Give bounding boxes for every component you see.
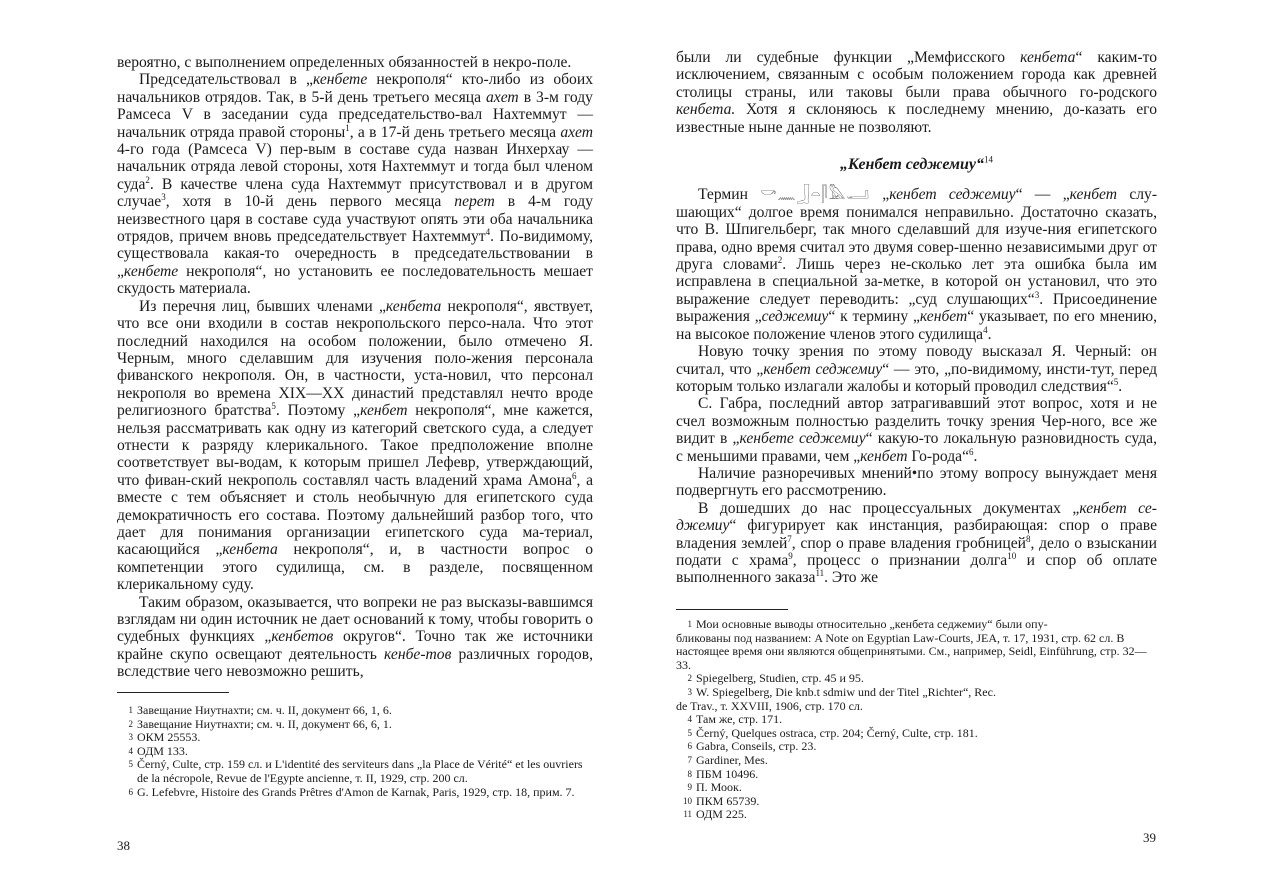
footnote: 3 W. Spiegelberg, Die knb.t sdmiw und der Titel „Richter“, Rec. — [676, 686, 1157, 700]
right-body-text — [676, 49, 1157, 587]
footnote: 8 ПБМ 10496. — [676, 768, 1157, 782]
right-page — [631, 0, 1263, 893]
paragraph: Из перечня лиц, бывших членами „кенбета некрополя“, явствует, что все они входили в состав некропольского персо-нала. Что этот последний находился на особом положении, было отмечено Я. Черным, много сделавшим для изучения поло-жения персонала фиванского некрополя. Он, в частности, уста-новил, что персонал некрополя во времена XIX—XX династий представлял нечто вроде религиозного братства$^5$. Поэтому „кенбет некрополя“, мне кажется, нельзя рассматривать как одну из категорий светского суда, а следует отнести к разряду клерикального. Такое предположение вполне соответствует вы-водам, к которым пришел Лефевр, утверждающий, что фиван-ский некрополь составлял часть владений храма Амона$^6$, а вместе с тем объясняет и столь необычную для египетского суда демократичность его состава. Поэтому дальнейший разбор того, что дает для понимания организации египетского суда ма-териал, касающийся „кенбета некрополя“, и, в частности вопрос о компетенции этого судилища, см. в разделе, посвященном клерикальному суду. — [117, 297, 594, 594]
footnote-ref: 9 — [788, 550, 793, 561]
footnote-number: 5 — [128, 759, 133, 770]
footnote-ref: 3 — [161, 192, 166, 203]
italic-term: кенбе-тов — [384, 645, 452, 663]
footnote: 5 Černý, Quelques ostraca, стр. 204; Černý, Culte, стр. 181. — [676, 727, 1157, 741]
footnote-number: 9 — [687, 782, 692, 793]
left-footnotes — [117, 704, 593, 799]
italic-term: кенбет — [919, 308, 968, 326]
footnote-number: 3 — [128, 732, 133, 743]
italic-term: ахет — [486, 88, 519, 106]
footnote-ref: 10 — [1007, 550, 1017, 561]
footnote-rule — [117, 692, 229, 693]
footnote-ref: 11 — [815, 568, 825, 579]
footnote: 6 G. Lefebvre, Histoire des Grands Prêtres d'Amon de Karnak, Paris, 1929, стр. 18, прим. 7. — [117, 786, 593, 800]
footnote: 3 ОКМ 25553. — [117, 731, 593, 745]
paragraph: вероятно, с выполнением определенных обязанностей в некро-поле. — [117, 54, 572, 71]
footnote: 1 Мои основные выводы относительно „кенбета седжемиу“ были опу- — [676, 618, 1157, 632]
footnote-ref: 14 — [983, 154, 993, 165]
footnote: 2 Завещание Ниутнахти; см. ч. II, документ 66, 6, 1. — [117, 718, 593, 732]
italic-term: кенбет — [1069, 186, 1118, 204]
footnote: 2 Spiegelberg, Studien, стр. 45 и 95. — [676, 672, 1157, 686]
footnote: 6 Gabra, Conseils, стр. 23. — [676, 740, 1157, 754]
paragraph: В дошедших до нас процессуальных документах „кенбет се-джемиу“ фигурирует как инстанция, разбирающая: спор о праве владения землей$^7$, спор о праве владения гробницей$^8$, дело о взыскании подати с храма$^9$, процесс о признании долга$^{10}$ и спор об оплате выполненного заказа$^{11}$. Это же — [676, 499, 1157, 587]
italic-term: кенбет седжемиу — [763, 360, 883, 378]
footnote-rule — [676, 609, 788, 610]
footnote: de Trav., т. XXVIII, 1906, стр. 170 сл. — [676, 698, 863, 713]
italic-term: перет — [454, 193, 495, 211]
right-footnotes — [676, 618, 1157, 822]
footnote-ref: 5 — [271, 400, 276, 411]
footnote-number: 8 — [687, 768, 692, 779]
footnote: 5 Černý, Culte, стр. 159 сл. и L'identité des serviteurs dans „la Place de Vérité“ et les ouvriers de la nécropole, Revue de l'Egypte ancienne, т. II, 1929, стр. 200 сл. — [117, 758, 593, 785]
page-number: 38 — [117, 838, 130, 853]
footnote: 11 ОДМ 225. — [676, 808, 1157, 822]
footnote-number: 11 — [683, 809, 692, 820]
footnote-number: 10 — [683, 795, 692, 806]
italic-term: кенбете — [312, 71, 368, 89]
footnote: 1 Завещание Ниутнахти; см. ч. II, документ 66, 1, 6. — [117, 704, 593, 718]
paragraph: Термин 𓎡𓈖𓃀𓏏𓋴𓅓𓂝 „кенбет седжемиу“ — „кенбет слу-шающих“ долгое время понимался неправильно. Достаточно сказать, что В. Шпигельберг, так много сделавший для изуче-ния египетского права, одно время считал это двумя совер-шенно независимыми друг от друга словами$^2$. Лишь через не-сколько лет эта ошибка была им исправлена в специальной за-метке, в которой он установил, что это выражение следует переводить: „суд слушающих“$^3$. Присоединение выражения „седжемиу“ к термину „кенбет“ указывает, по его мнению, на высокое положение членов этого судилища$^4$. — [676, 185, 1158, 343]
footnote-number: 2 — [687, 673, 692, 684]
italic-term: кенбете — [123, 262, 179, 280]
italic-term: кенбета. — [676, 101, 736, 119]
italic-term: кенбета — [222, 541, 278, 559]
section-heading: „Кенбет седжемиу“$^{14}$ — [840, 154, 993, 174]
footnote-number: 1 — [128, 705, 133, 715]
italic-term: кенбете седжемиу — [739, 430, 866, 448]
footnote-ref: 4 — [983, 324, 988, 335]
footnote-number: 4 — [128, 745, 133, 756]
footnote: бликованы под названием: A Note on Egyptian Law-Courts, JEA, т. 17, 1931, стр. 62 сл. В настоящее время они являются общепринятыми. См., например, Seidl, Einführung, стр. 32—33. — [676, 630, 1147, 672]
italic-term: кенбета — [1020, 49, 1076, 66]
footnote-number: 3 — [687, 686, 692, 697]
left-page — [0, 0, 631, 893]
footnote-number: 1 — [687, 619, 692, 629]
footnote-number: 6 — [128, 786, 133, 797]
italic-term: кенбет седжемиу — [889, 186, 1016, 204]
italic-term: кенбета — [385, 297, 442, 315]
footnote-number: 7 — [687, 754, 692, 765]
italic-term: ахет — [560, 123, 594, 141]
footnote-ref: 6 — [572, 470, 577, 481]
footnote-number: 5 — [687, 727, 692, 738]
footnote-ref: 1 — [345, 122, 350, 133]
paragraph: С. Габра, последний автор затрагивавший этот вопрос, хотя и не счел возможным полностью разделить точку зрения Чер-ного, все же видит в „кенбете седжемиу“ какую-то локальную разновидность суда, с меньшими правами, чем „кенбет Го-рода“$^6$. — [676, 395, 1157, 465]
italic-term: седжемиу — [761, 308, 829, 326]
paragraph: были ли судебные функции „Мемфисского кенбета“ каким-то исключением, связанным с особым положением города как древней столицы страны, или таковы были права обычного го-родского кенбета. Хотя я склоняюсь к последнему мнению, до-казать его известные ныне данные не позволяют. — [676, 49, 1157, 136]
footnote: 7 Gardiner, Mes. — [676, 754, 1157, 768]
paragraph: Наличие разноречивых мнений•по этому вопросу вынуждает меня подвергнуть его рассмотрению. — [676, 464, 1157, 500]
footnote-number: 6 — [687, 741, 692, 752]
footnote: 10 ПКМ 65739. — [676, 795, 1157, 809]
hieroglyph-term: 𓎡𓈖𓃀𓏏𓋴𓅓𓂝 — [760, 185, 870, 204]
footnote-ref: 7 — [787, 533, 792, 544]
footnote-ref: 5 — [1113, 376, 1119, 387]
footnote: 4 ОДМ 133. — [117, 745, 593, 759]
footnote-ref: 4 — [485, 226, 491, 237]
footnote-ref: 2 — [145, 174, 150, 185]
footnote-ref: 6 — [968, 446, 974, 457]
italic-term: кенбетов — [271, 628, 334, 646]
italic-term: кенбет се-джемиу — [676, 499, 1157, 535]
italic-term: кенбет — [360, 402, 408, 420]
footnote-ref: 8 — [1026, 533, 1031, 544]
footnote-ref: 2 — [777, 254, 783, 265]
paragraph: Председательствовал в „кенбете некрополя“ кто-либо из обоих начальников отрядов. Так, в 5-й день третьего месяца ахет в 3-м году Рамсеса V в заседании суда председательство-вал Нахтеммут — начальник отряда правой стороны$^1$, а в 17-й день третьего месяца ахет 4-го года (Рамсеса V) пер-вым в составе суда назван Инхерхау — начальник отряда левой стороны, хотя Нахтеммут и тогда был членом суда$^2$. В качестве члена суда Нахтеммут присутствовал и в другом случае$^3$, хотя в 10-й день первого месяца перет в 4-м году неизвестного царя в составе суда участвуют опять эти оба начальника отрядов, причем вновь председательствует Нахтеммут$^4$. По-видимому, существовала какая-то очередность в председательствовании в „кенбете некрополя“, но установить ее последовательность мешает скудость материала. — [117, 71, 594, 298]
paragraph: Таким образом, оказывается, что вопреки не раз высказы-вавшимся взглядам ни один источник не дает оснований к тому, чтобы говорить о судебных функциях „кенбетов округов“. Точно так же источники крайне скупо освещают деятельность кенбе-тов различных городов, вследствие чего невозможно решить, — [117, 593, 594, 681]
left-body-text — [117, 54, 593, 681]
footnote-ref: 3 — [1034, 289, 1040, 300]
footnote: 9 П. Моок. — [676, 781, 1157, 795]
footnote-number: 2 — [128, 718, 133, 729]
page-number: 39 — [1143, 830, 1156, 845]
footnote-number: 4 — [687, 714, 692, 725]
footnote: 4 Там же, стр. 171. — [676, 713, 1157, 727]
italic-term: кенбет — [860, 447, 908, 465]
paragraph: Новую точку зрения по этому поводу высказал Я. Черный: он считал, что „кенбет седжемиу“ — это, „по-видимому, инсти-тут, перед которым только излагали жалобы и который проводил следствия“$^5$. — [676, 343, 1157, 395]
